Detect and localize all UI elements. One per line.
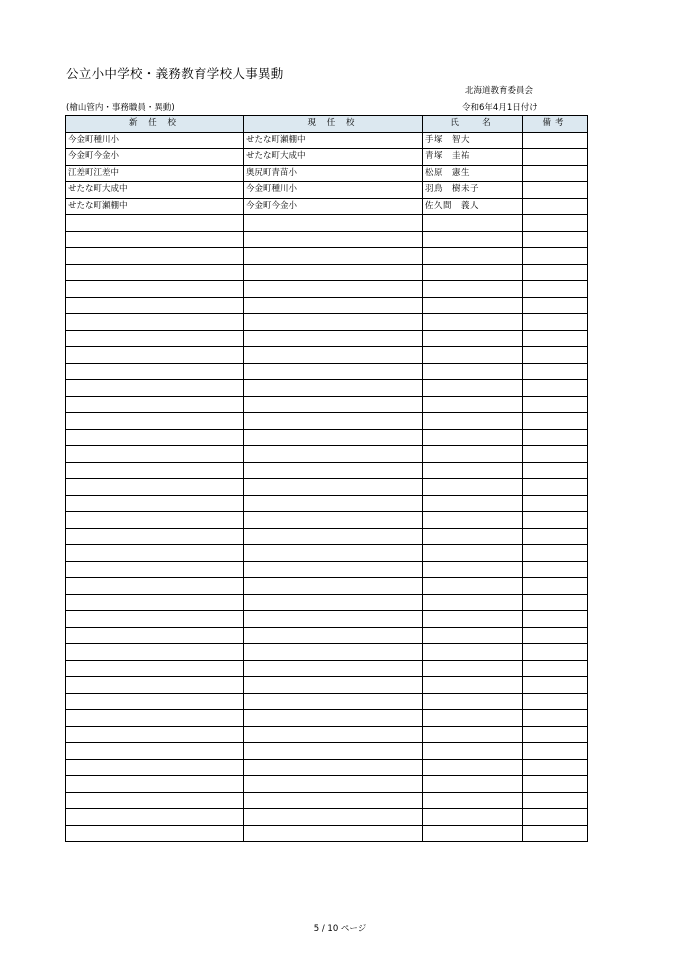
table-row: [66, 660, 588, 677]
remarks-cell: [523, 149, 588, 166]
new-school-cell: [66, 231, 244, 248]
remarks-cell: [523, 644, 588, 661]
remarks-cell: [523, 132, 588, 149]
new-school-cell: [66, 611, 244, 628]
effective-date: 令和6年4月1日付け: [462, 103, 538, 113]
current-school-cell: [244, 314, 423, 331]
new-school-cell: [66, 479, 244, 496]
remarks-cell: [523, 363, 588, 380]
new-school-cell: [66, 743, 244, 760]
table-row: [66, 198, 588, 215]
new-school-cell: 今金町種川小: [66, 132, 244, 149]
remarks-cell: [523, 396, 588, 413]
staff-name-cell: [423, 413, 523, 430]
current-school-cell: [244, 429, 423, 446]
staff-name-cell: [423, 314, 523, 331]
table-row: [66, 611, 588, 628]
current-school-cell: [244, 446, 423, 463]
current-school-cell: [244, 677, 423, 694]
remarks-cell: [523, 429, 588, 446]
staff-name-cell: [423, 627, 523, 644]
current-school-cell: [244, 693, 423, 710]
table-row: [66, 710, 588, 727]
table-row: [66, 149, 588, 166]
remarks-cell: [523, 165, 588, 182]
new-school-cell: [66, 314, 244, 331]
table-row: [66, 396, 588, 413]
new-school-cell: [66, 792, 244, 809]
new-school-cell: [66, 396, 244, 413]
table-row: [66, 809, 588, 826]
table-row: [66, 693, 588, 710]
current-school-cell: [244, 528, 423, 545]
staff-name-cell: 松原 憲生: [423, 165, 523, 182]
table-row: [66, 594, 588, 611]
current-school-cell: [244, 215, 423, 232]
staff-name-cell: [423, 297, 523, 314]
current-school-cell: [244, 627, 423, 644]
table-row: [66, 495, 588, 512]
remarks-cell: [523, 776, 588, 793]
remarks-cell: [523, 198, 588, 215]
remarks-cell: [523, 594, 588, 611]
table-row: [66, 330, 588, 347]
new-school-cell: [66, 677, 244, 694]
current-school-cell: [244, 380, 423, 397]
current-school-cell: [244, 264, 423, 281]
staff-name-cell: [423, 710, 523, 727]
staff-name-cell: [423, 561, 523, 578]
staff-name-cell: [423, 726, 523, 743]
table-row: [66, 215, 588, 232]
remarks-cell: [523, 462, 588, 479]
staff-name-cell: [423, 792, 523, 809]
remarks-cell: [523, 446, 588, 463]
new-school-cell: [66, 281, 244, 298]
staff-name-cell: [423, 809, 523, 826]
remarks-cell: [523, 380, 588, 397]
remarks-cell: [523, 281, 588, 298]
new-school-cell: [66, 380, 244, 397]
remarks-cell: [523, 611, 588, 628]
new-school-cell: せたな町瀬棚中: [66, 198, 244, 215]
new-school-cell: [66, 429, 244, 446]
current-school-cell: [244, 759, 423, 776]
table-row: [66, 644, 588, 661]
table-row: [66, 528, 588, 545]
remarks-cell: [523, 347, 588, 364]
staff-name-cell: [423, 281, 523, 298]
remarks-cell: [523, 314, 588, 331]
table-row: [66, 429, 588, 446]
staff-name-cell: [423, 594, 523, 611]
document-title: 公立小中学校・義務教育学校人事異動: [66, 66, 284, 81]
remarks-cell: [523, 182, 588, 199]
new-school-cell: [66, 347, 244, 364]
new-school-cell: [66, 248, 244, 265]
remarks-cell: [523, 743, 588, 760]
remarks-cell: [523, 215, 588, 232]
new-school-cell: [66, 297, 244, 314]
remarks-cell: [523, 726, 588, 743]
remarks-cell: [523, 231, 588, 248]
table-header-row: [66, 116, 588, 133]
current-school-cell: [244, 248, 423, 265]
current-school-cell: [244, 726, 423, 743]
region-category: (檜山管内・事務職員・異動): [66, 103, 175, 113]
current-school-cell: [244, 594, 423, 611]
current-school-cell: [244, 462, 423, 479]
staff-name-cell: [423, 743, 523, 760]
current-school-cell: [244, 347, 423, 364]
current-school-cell: [244, 611, 423, 628]
table-row: [66, 578, 588, 595]
new-school-cell: [66, 759, 244, 776]
remarks-cell: [523, 660, 588, 677]
current-school-cell: 今金町今金小: [244, 198, 423, 215]
current-school-cell: [244, 512, 423, 529]
table-row: [66, 743, 588, 760]
new-school-cell: [66, 413, 244, 430]
new-school-cell: [66, 561, 244, 578]
new-school-cell: [66, 462, 244, 479]
column-header-new-school: 新 任 校: [66, 116, 244, 133]
table-row: [66, 297, 588, 314]
staff-name-cell: [423, 512, 523, 529]
table-row: [66, 627, 588, 644]
new-school-cell: [66, 660, 244, 677]
table-row: [66, 561, 588, 578]
table-row: [66, 759, 588, 776]
table-row: [66, 446, 588, 463]
staff-name-cell: [423, 644, 523, 661]
table-row: [66, 776, 588, 793]
current-school-cell: [244, 363, 423, 380]
new-school-cell: せたな町大成中: [66, 182, 244, 199]
column-header-current-school: 現 任 校: [244, 116, 423, 133]
current-school-cell: [244, 660, 423, 677]
table-row: [66, 347, 588, 364]
new-school-cell: [66, 215, 244, 232]
table-row: [66, 363, 588, 380]
staff-name-cell: 手塚 智大: [423, 132, 523, 149]
staff-name-cell: [423, 446, 523, 463]
new-school-cell: [66, 726, 244, 743]
new-school-cell: [66, 495, 244, 512]
table-row: [66, 545, 588, 562]
remarks-cell: [523, 693, 588, 710]
remarks-cell: [523, 512, 588, 529]
remarks-cell: [523, 413, 588, 430]
table-row: [66, 314, 588, 331]
current-school-cell: [244, 710, 423, 727]
new-school-cell: [66, 528, 244, 545]
new-school-cell: [66, 545, 244, 562]
staff-name-cell: [423, 396, 523, 413]
new-school-cell: [66, 512, 244, 529]
remarks-cell: [523, 264, 588, 281]
new-school-cell: [66, 594, 244, 611]
current-school-cell: せたな町瀬棚中: [244, 132, 423, 149]
staff-name-cell: 羽鳥 樹未子: [423, 182, 523, 199]
current-school-cell: [244, 479, 423, 496]
new-school-cell: [66, 644, 244, 661]
table-row: [66, 165, 588, 182]
remarks-cell: [523, 825, 588, 842]
current-school-cell: [244, 578, 423, 595]
staff-name-cell: 青塚 圭祐: [423, 149, 523, 166]
staff-name-cell: [423, 528, 523, 545]
new-school-cell: [66, 330, 244, 347]
current-school-cell: [244, 644, 423, 661]
personnel-table: [65, 115, 588, 842]
current-school-cell: [244, 792, 423, 809]
staff-name-cell: [423, 231, 523, 248]
current-school-cell: [244, 330, 423, 347]
new-school-cell: [66, 693, 244, 710]
remarks-cell: [523, 248, 588, 265]
staff-name-cell: [423, 611, 523, 628]
new-school-cell: [66, 710, 244, 727]
table-row: [66, 281, 588, 298]
current-school-cell: [244, 297, 423, 314]
staff-name-cell: [423, 660, 523, 677]
table-row: [66, 413, 588, 430]
table-row: [66, 677, 588, 694]
remarks-cell: [523, 330, 588, 347]
column-header-remarks: 備考: [523, 116, 588, 133]
staff-name-cell: [423, 429, 523, 446]
current-school-cell: [244, 495, 423, 512]
new-school-cell: [66, 446, 244, 463]
remarks-cell: [523, 759, 588, 776]
current-school-cell: [244, 561, 423, 578]
staff-name-cell: [423, 479, 523, 496]
staff-name-cell: [423, 462, 523, 479]
new-school-cell: [66, 809, 244, 826]
staff-name-cell: [423, 776, 523, 793]
staff-name-cell: [423, 248, 523, 265]
remarks-cell: [523, 545, 588, 562]
new-school-cell: [66, 578, 244, 595]
staff-name-cell: [423, 578, 523, 595]
staff-name-cell: 佐久間 義人: [423, 198, 523, 215]
staff-name-cell: [423, 693, 523, 710]
table-row: [66, 512, 588, 529]
staff-name-cell: [423, 330, 523, 347]
table-row: [66, 792, 588, 809]
remarks-cell: [523, 578, 588, 595]
staff-name-cell: [423, 545, 523, 562]
new-school-cell: [66, 264, 244, 281]
current-school-cell: [244, 396, 423, 413]
new-school-cell: [66, 825, 244, 842]
current-school-cell: [244, 413, 423, 430]
column-header-name: 氏 名: [423, 116, 523, 133]
new-school-cell: 江差町江差中: [66, 165, 244, 182]
table-row: [66, 264, 588, 281]
table-row: [66, 825, 588, 842]
new-school-cell: 今金町今金小: [66, 149, 244, 166]
staff-name-cell: [423, 825, 523, 842]
staff-name-cell: [423, 759, 523, 776]
new-school-cell: [66, 627, 244, 644]
remarks-cell: [523, 710, 588, 727]
staff-name-cell: [423, 347, 523, 364]
staff-name-cell: [423, 264, 523, 281]
remarks-cell: [523, 809, 588, 826]
table-row: [66, 248, 588, 265]
staff-name-cell: [423, 215, 523, 232]
table-row: [66, 132, 588, 149]
current-school-cell: [244, 743, 423, 760]
current-school-cell: せたな町大成中: [244, 149, 423, 166]
current-school-cell: [244, 545, 423, 562]
remarks-cell: [523, 677, 588, 694]
staff-name-cell: [423, 380, 523, 397]
current-school-cell: [244, 776, 423, 793]
staff-name-cell: [423, 495, 523, 512]
current-school-cell: [244, 809, 423, 826]
remarks-cell: [523, 627, 588, 644]
issuing-organization: 北海道教育委員会: [465, 86, 534, 96]
remarks-cell: [523, 297, 588, 314]
table-row: [66, 726, 588, 743]
current-school-cell: [244, 281, 423, 298]
table-row: [66, 462, 588, 479]
table-body: [66, 132, 588, 842]
remarks-cell: [523, 561, 588, 578]
new-school-cell: [66, 363, 244, 380]
current-school-cell: 今金町種川小: [244, 182, 423, 199]
table-row: [66, 479, 588, 496]
page-number: 5 / 10 ページ: [313, 924, 367, 934]
new-school-cell: [66, 776, 244, 793]
table-row: [66, 182, 588, 199]
remarks-cell: [523, 479, 588, 496]
table-row: [66, 231, 588, 248]
remarks-cell: [523, 792, 588, 809]
staff-name-cell: [423, 363, 523, 380]
current-school-cell: 奥尻町青苗小: [244, 165, 423, 182]
current-school-cell: [244, 231, 423, 248]
table-row: [66, 380, 588, 397]
current-school-cell: [244, 825, 423, 842]
remarks-cell: [523, 495, 588, 512]
remarks-cell: [523, 528, 588, 545]
staff-name-cell: [423, 677, 523, 694]
